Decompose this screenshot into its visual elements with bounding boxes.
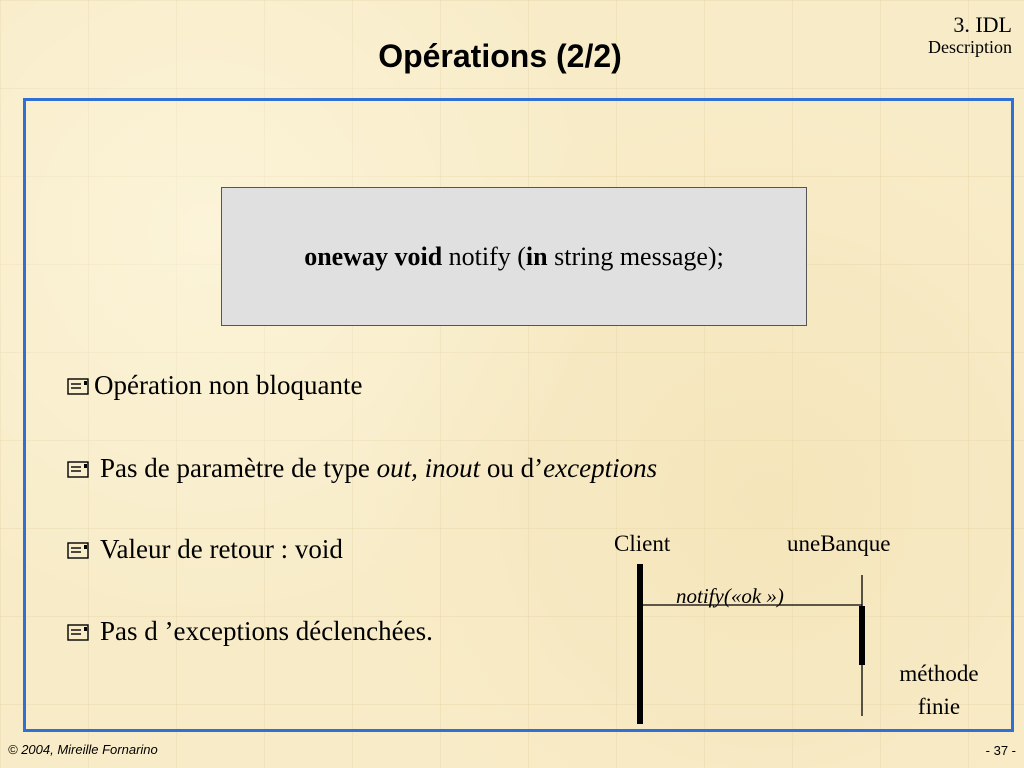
slide-title: Opérations (2/2) (378, 38, 622, 74)
method-finished-line1: méthode (899, 661, 979, 686)
section-title: 3. IDL (953, 12, 1012, 37)
bullet-text-2-italic2: exceptions (543, 453, 658, 483)
code-text-message: string message); (547, 241, 724, 271)
method-finished-label (860, 657, 1018, 724)
section-subtitle: Description (928, 37, 1012, 58)
page-number: - 37 - (985, 743, 1016, 758)
code-keyword-in: in (525, 241, 548, 271)
bullet-text-4: Pas d ’exceptions déclenchées. (100, 616, 433, 646)
code-keyword-oneway-void: oneway void (304, 241, 443, 271)
bullet-text-2-italic: out, inout (376, 453, 481, 483)
method-finished-line2: finie (917, 694, 961, 720)
message-label: notify(«ok ») (676, 584, 784, 608)
bullet-text-2-prefix: Pas de paramètre de type (100, 453, 377, 483)
bullet-text-3: Valeur de retour : void (100, 534, 343, 564)
code-text-notify: notify ( (442, 241, 526, 271)
server-label: uneBanque (787, 531, 891, 556)
client-label: Client (614, 531, 671, 556)
bullet-text-1: Opération non bloquante (94, 370, 363, 400)
footer-copyright: © 2004, Mireille Fornarino (8, 742, 158, 757)
bullet-text-2-middle: ou d’ (480, 453, 544, 483)
